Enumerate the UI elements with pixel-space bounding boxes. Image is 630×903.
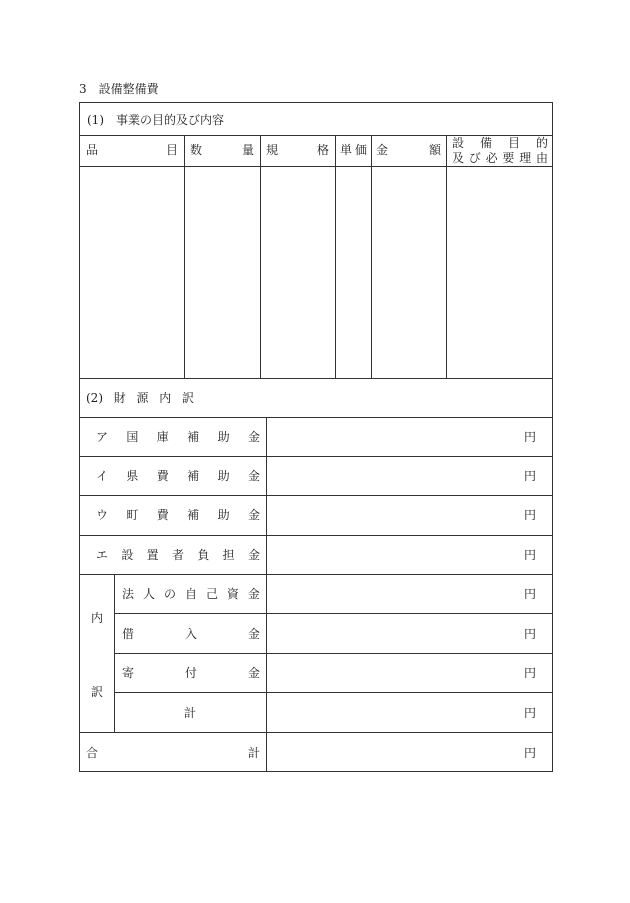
section-title: 3 設備整備費 — [79, 82, 159, 96]
row-label-own-funds: 法 人 の 自 己 資 金 — [122, 587, 260, 601]
row-label-national-subsidy: ア 国 庫 補 助 金 — [96, 430, 260, 444]
row-unit-donations: 円 — [524, 666, 537, 680]
rule-under-heading2 — [80, 417, 552, 418]
row-label-donations: 寄 付 金 — [122, 666, 260, 680]
row-label-town-subsidy: ウ 町 費 補 助 金 — [96, 508, 260, 522]
row-unit-borrowing: 円 — [524, 627, 537, 641]
col-header-purpose-line1: 設 備 目 的 — [452, 136, 548, 150]
col-header-unit-price: 単 価 — [340, 143, 367, 157]
row-unit-grand-total: 円 — [524, 746, 537, 760]
rule-row-3 — [80, 535, 552, 536]
row-unit-subtotal: 円 — [524, 706, 537, 720]
row-unit-town-subsidy: 円 — [524, 508, 537, 522]
row-label-prefectural-subsidy: イ 県 費 補 助 金 — [96, 469, 260, 483]
breakdown-side-label-2: 訳 — [91, 685, 104, 699]
row-unit-national-subsidy: 円 — [524, 430, 537, 444]
col-rule-3 — [335, 135, 336, 378]
col-header-item: 品 目 — [86, 143, 178, 157]
col-rule-4 — [371, 135, 372, 378]
rule-row-1 — [80, 456, 552, 457]
col-header-purpose-line2: 及 び 必 要 理 由 — [452, 151, 548, 165]
col-rule-2 — [260, 135, 261, 378]
col-rule-1 — [184, 135, 185, 378]
rule-breakdown-2 — [114, 653, 552, 654]
rule-row-2 — [80, 495, 552, 496]
col-header-quantity: 数 量 — [190, 143, 254, 157]
rule-row-4 — [80, 574, 552, 575]
section2-heading: (2) 財 源 内 訳 — [86, 391, 194, 405]
breakdown-side-label-1: 内 — [91, 611, 104, 625]
rule-end-items-area — [80, 378, 552, 379]
row-label-founder-burden: エ 設 置 者 負 担 金 — [96, 548, 260, 562]
amount-col-rule — [266, 417, 267, 771]
row-unit-prefectural-subsidy: 円 — [524, 469, 537, 483]
side-label-rule — [114, 574, 115, 732]
row-unit-own-funds: 円 — [524, 587, 537, 601]
rule-under-column-headers — [80, 166, 552, 167]
row-label-grand-total: 合 計 — [86, 746, 260, 760]
rule-breakdown-3 — [114, 692, 552, 693]
col-rule-5 — [446, 135, 447, 378]
row-label-subtotal: 計 — [184, 706, 197, 720]
section1-heading: (1) 事業の目的及び内容 — [87, 113, 224, 127]
col-header-amount-label: 金 額 — [376, 143, 441, 157]
budget-form-table — [79, 102, 553, 772]
row-label-borrowing: 借 入 金 — [122, 627, 260, 641]
col-header-spec: 規 格 — [266, 143, 329, 157]
rule-breakdown-1 — [114, 613, 552, 614]
rule-above-total — [80, 732, 552, 733]
row-unit-founder-burden: 円 — [524, 548, 537, 562]
